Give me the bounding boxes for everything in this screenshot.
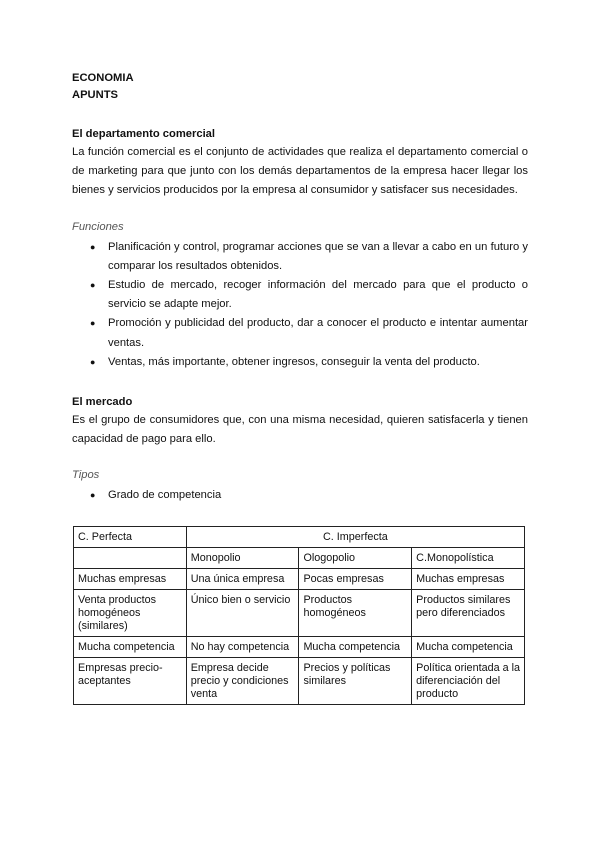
table-cell: Productos homogéneos	[299, 589, 412, 636]
document-page	[72, 70, 528, 705]
table-cell: Venta productos homogéneos (similares)	[74, 589, 187, 636]
market-paragraph: Es el grupo de consumidores que, con una misma necesidad, quieren satisfacerla y tienen capacidad de pago para ello.	[72, 414, 528, 446]
table-cell: Productos similares pero diferenciados	[412, 589, 525, 636]
table-row	[74, 589, 525, 636]
bullet-icon: ●	[90, 241, 96, 252]
bullet-icon: ●	[90, 490, 96, 501]
table-cell: No hay competencia	[186, 636, 299, 657]
doc-title-line1: ECONOMIA	[72, 72, 134, 84]
bullet-icon: ●	[90, 280, 96, 291]
table-cell: Una única empresa	[186, 568, 299, 589]
table-cell: Precios y políticas similares	[299, 657, 412, 704]
table-cell: Muchas empresas	[412, 568, 525, 589]
functions-subheading: Funciones	[72, 220, 124, 233]
section-heading-market: El mercado	[72, 396, 133, 409]
commercial-paragraph: La función comercial es el conjunto de actividades que realiza el departamento comercial o de marketing para que junto con los demás departamentos de la empresa hacer llegar los bienes y servicios producidos por la empresa al consumidor y satisfacer sus necesidades.	[72, 146, 528, 197]
bullet-icon: ●	[90, 318, 96, 329]
section-heading-commercial: El departamento comercial	[72, 128, 216, 140]
types-subheading: Tipos	[72, 469, 100, 482]
table-cell: Pocas empresas	[299, 568, 412, 589]
list-item	[72, 276, 528, 314]
table-cell: Empresas precio-aceptantes	[74, 657, 187, 704]
table-header-row	[74, 526, 525, 547]
types-list	[72, 486, 528, 505]
functions-list	[72, 238, 528, 372]
table-subheader-cell	[74, 547, 187, 568]
list-item-text: Grado de competencia	[108, 489, 222, 502]
table-row	[74, 657, 525, 704]
table-cell: Muchas empresas	[74, 568, 187, 589]
table-header-imperfect: C. Imperfecta	[186, 526, 524, 547]
table-cell: Mucha competencia	[74, 636, 187, 657]
list-item	[72, 486, 528, 505]
table-subheader-cell: Ologopolio	[299, 547, 412, 568]
table-subheader-cell: Monopolio	[186, 547, 299, 568]
table-subheader-row	[74, 547, 525, 568]
list-item	[72, 238, 528, 276]
table-cell: Empresa decide precio y condiciones venta	[186, 657, 299, 704]
list-item-text: Promoción y publicidad del producto, dar a conocer el producto e intentar aumentar ventas.	[108, 317, 528, 349]
competition-table	[73, 526, 525, 705]
list-item	[72, 353, 528, 372]
table-header-perfect: C. Perfecta	[74, 526, 187, 547]
table-row	[74, 636, 525, 657]
table-cell: Único bien o servicio	[186, 589, 299, 636]
table-row	[74, 568, 525, 589]
table-subheader-cell: C.Monopolística	[412, 547, 525, 568]
list-item	[72, 314, 528, 352]
table-cell: Política orientada a la diferenciación del producto	[412, 657, 525, 704]
list-item-text: Estudio de mercado, recoger información del mercado para que el producto o servicio se adapte mejor.	[108, 279, 528, 311]
table-cell: Mucha competencia	[412, 636, 525, 657]
doc-title-line2: APUNTS	[72, 89, 118, 101]
table-cell: Mucha competencia	[299, 636, 412, 657]
list-item-text: Ventas, más importante, obtener ingresos, conseguir la venta del producto.	[108, 355, 480, 368]
bullet-icon: ●	[90, 356, 96, 367]
list-item-text: Planificación y control, programar acciones que se van a llevar a cabo en un futuro y comparar los resultados obtenidos.	[108, 240, 528, 272]
